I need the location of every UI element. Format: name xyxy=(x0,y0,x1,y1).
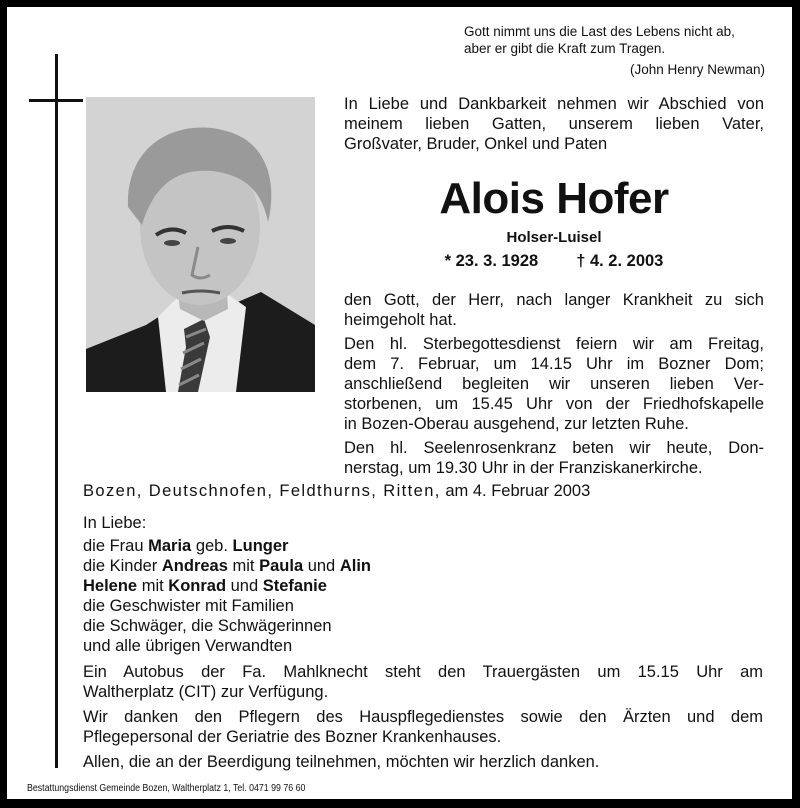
mourner-line xyxy=(83,636,723,656)
text-line: heimgeholt hat. xyxy=(344,311,457,329)
mourner-text: und alle übrigen Verwandten xyxy=(83,637,293,655)
additional-notes xyxy=(83,662,763,777)
deceased-name: Alois Hofer xyxy=(439,174,669,223)
quote-line: aber er gibt die Kraft zum Tragen. xyxy=(464,41,666,56)
birth-date: * 23. 3. 1928 xyxy=(444,252,539,270)
text-line: Den hl. Sterbegottesdienst feiern wir am Freitag, xyxy=(344,335,764,353)
text-line: Den hl. Seelenrosenkranz beten wir heute, Don- xyxy=(344,439,764,457)
epigraph-quote xyxy=(464,23,774,78)
mourner-text: und xyxy=(226,577,263,595)
deceased-nickname: Holser-Luisel xyxy=(506,229,602,246)
text-line: anschließend begleiten wir unseren lieben Ver- xyxy=(344,375,764,393)
mourner-text: die Geschwister mit Familien xyxy=(83,597,294,615)
mourner-name: Paula xyxy=(259,557,304,575)
cross-icon-horizontal xyxy=(29,99,83,102)
mourner-text: geb. xyxy=(191,537,233,555)
intro-text xyxy=(344,94,764,154)
service-details xyxy=(344,290,764,482)
mourner-name: Andreas xyxy=(161,557,228,575)
mourner-name: Lunger xyxy=(232,537,289,555)
mourners-lines xyxy=(83,536,723,656)
paragraph-passing xyxy=(344,290,764,330)
mourner-line xyxy=(83,536,723,556)
mourner-text: die Schwäger, die Schwägerinnen xyxy=(83,617,332,635)
mourner-text: und xyxy=(303,557,340,575)
quote-line: Gott nimmt uns die Last des Lebens nicht ab, xyxy=(464,24,735,39)
mourner-line xyxy=(83,576,723,596)
mourner-line xyxy=(83,616,723,636)
text-line: nerstag, um 19.30 Uhr in der Franziskanerkirche. xyxy=(344,459,703,477)
portrait-image xyxy=(86,97,315,392)
mourners-list xyxy=(83,513,723,656)
mourner-text: die Kinder xyxy=(83,557,162,575)
text-line: Pflegepersonal der Geriatrie des Bozner Krankenhauses. xyxy=(83,728,502,746)
mourner-line xyxy=(83,556,723,576)
mourner-name: Alin xyxy=(339,557,371,575)
text-line: Wir danken den Pflegern des Hauspflegedienstes sowie den Ärzten und dem xyxy=(83,708,763,726)
cross-icon-vertical xyxy=(55,54,58,768)
text-line: Waltherplatz (CIT) zur Verfügung. xyxy=(83,683,329,701)
intro-line: In Liebe und Dankbarkeit nehmen wir Abschied von xyxy=(344,95,764,113)
mourner-line xyxy=(83,596,723,616)
mourners-label: In Liebe: xyxy=(83,514,147,532)
portrait-photo xyxy=(86,97,315,392)
notice-date: am 4. Februar 2003 xyxy=(445,482,591,500)
mourner-text: mit xyxy=(137,577,169,595)
quote-author: (John Henry Newman) xyxy=(629,62,765,77)
life-dates xyxy=(344,251,764,271)
text-line: in Bozen-Oberau ausgehend, zur letzten Ruhe. xyxy=(344,415,689,433)
funeral-service-footer: Bestattungsdienst Gemeinde Bozen, Waltherplatz 1, Tel. 0471 99 76 60 xyxy=(27,783,306,794)
mourner-name: Konrad xyxy=(168,577,227,595)
note-thanks-care xyxy=(83,707,763,747)
intro-line: Großvater, Bruder, Onkel und Paten xyxy=(344,135,608,153)
places: Bozen, Deutschnofen, Feldthurns, Ritten, xyxy=(83,482,441,500)
mourner-name: Maria xyxy=(148,537,192,555)
note-thanks-attendees xyxy=(83,752,763,772)
text-line: dem 7. Februar, um 14.15 Uhr im Bozner Dom; xyxy=(344,355,764,373)
place-and-date xyxy=(83,481,723,501)
paragraph-funeral-mass xyxy=(344,334,764,434)
mourner-name: Stefanie xyxy=(262,577,327,595)
mourner-text: mit xyxy=(227,557,260,575)
intro-line: meinem lieben Gatten, unserem lieben Vater, xyxy=(344,115,764,133)
text-line: den Gott, der Herr, nach langer Krankheit zu sich xyxy=(344,291,764,309)
text-line: Allen, die an der Beerdigung teilnehmen, möchten wir herzlich danken. xyxy=(83,753,600,771)
note-bus xyxy=(83,662,763,702)
mourner-name: Helene xyxy=(83,577,138,595)
death-date: † 4. 2. 2003 xyxy=(576,252,664,270)
paragraph-rosary xyxy=(344,438,764,478)
text-line: storbenen, um 15.45 Uhr von der Friedhofskapelle xyxy=(344,395,764,413)
text-line: Ein Autobus der Fa. Mahlknecht steht den Trauergästen um 15.15 Uhr am xyxy=(83,663,763,681)
mourner-text: die Frau xyxy=(83,537,149,555)
